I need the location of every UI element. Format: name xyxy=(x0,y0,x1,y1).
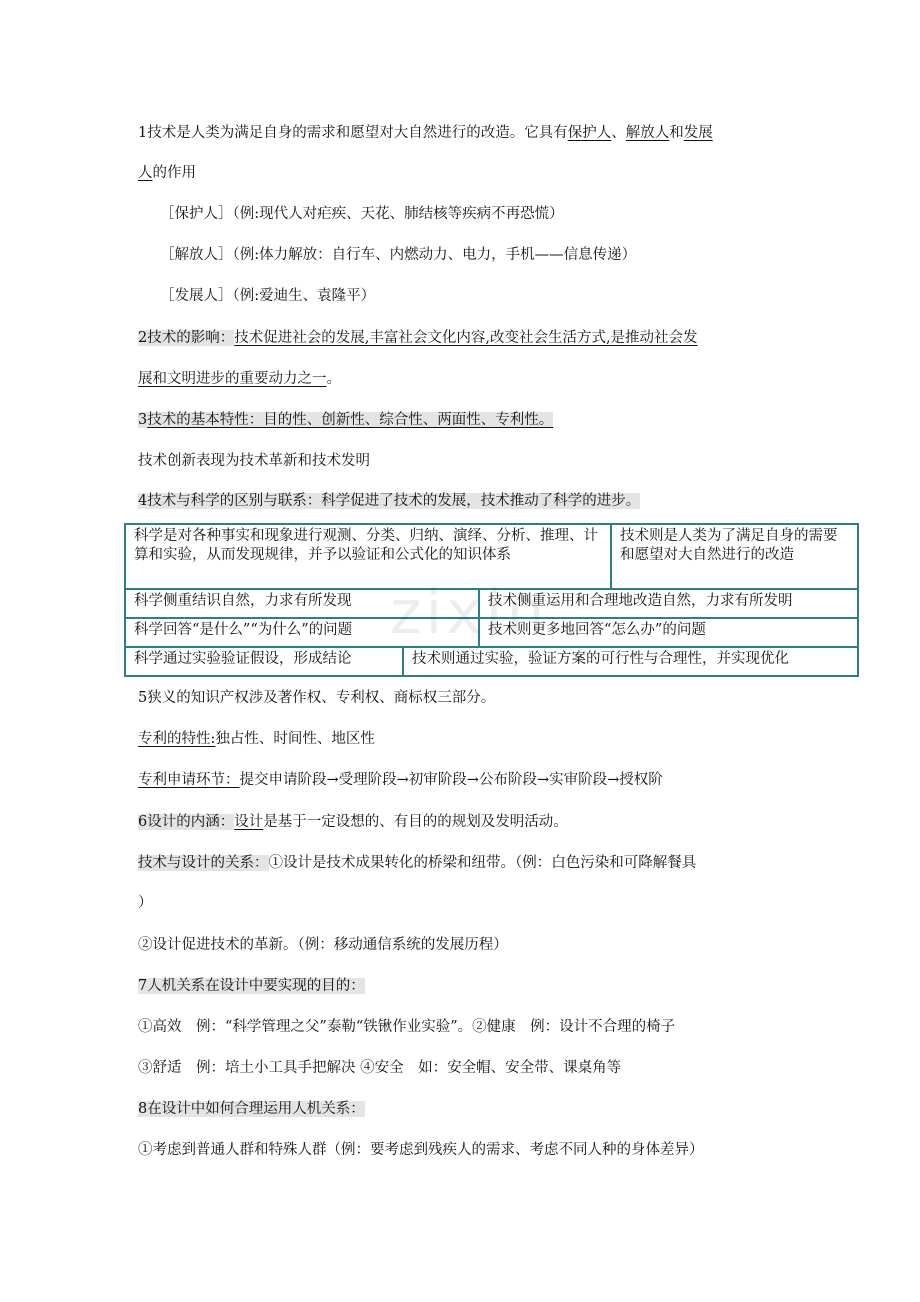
p7-text: 7人机关系在设计中要实现的目的： xyxy=(138,978,365,994)
p3-num: 3 xyxy=(138,412,148,428)
term-liberate: 解放人 xyxy=(625,125,670,141)
sep: 、 xyxy=(611,125,626,141)
p1-item-protect: ［保护人］（例:现代人对疟疾、天花、肺结核等疾病不再恐慌） xyxy=(160,206,564,222)
cell-technology-definition: 技术则是人类为了满足自身的需要和愿望对大自然进行的改造 xyxy=(620,528,838,563)
patent-text: 独占性、时间性、地区性 xyxy=(215,731,375,747)
p6-rel-line xyxy=(138,853,696,873)
p2-end: 。 xyxy=(326,371,341,387)
p8-a-line: ①考虑到普通人群和特殊人群（例：要考虑到残疾人的需求、考虑不同人种的身体差异） xyxy=(138,1142,704,1158)
p5-line: 5狭义的知识产权涉及著作权、专利权、商标权三部分。 xyxy=(138,690,496,706)
p4-line xyxy=(138,491,640,511)
p5-apply-line xyxy=(138,770,663,790)
p3b-line: 技术创新表现为技术革新和技术发明 xyxy=(138,453,370,469)
p1-text-end: 的作用 xyxy=(152,165,196,181)
p7-b-line: ③舒适 例：培土小工具手把解决 ④安全 如：安全帽、安全带、课桌角等 xyxy=(138,1060,622,1076)
p1-text: 1技术是人类为满足自身的需求和愿望对大自然进行的改造。它具有 xyxy=(138,125,568,141)
p8-line xyxy=(138,1099,365,1119)
cell-science-definition: 科学是对各种事实和现象进行观测、分类、归纳、演绎、分析、推理、计算和实验，从而发现规律，并予以验证和公式化的知识体系 xyxy=(134,528,598,563)
apply-label: 专利申请环节： xyxy=(138,772,240,788)
watermark: zixin xyxy=(390,578,549,648)
term-develop-cont: 人 xyxy=(138,165,153,181)
p6-term: 设计 xyxy=(234,814,264,830)
cell-technology-method: 技术则通过实验，验证方案的可行性与合理性，并实现优化 xyxy=(412,651,789,667)
term-develop: 发展 xyxy=(683,125,713,141)
cell-technology-focus: 技术侧重运用和合理地改造自然，力求有所发明 xyxy=(488,593,793,609)
cell-science-method: 科学通过实验验证假设，形成结论 xyxy=(134,651,352,667)
p2-line2 xyxy=(138,369,341,389)
p2-text-cont: 展和文明进步的重要动力之一 xyxy=(138,371,327,387)
p7-a-line: ①高效 例：“科学管理之父”泰勒“铁锹作业实验”。②健康 例：设计不合理的椅子 xyxy=(138,1019,676,1035)
term-protect: 保护人 xyxy=(567,125,612,141)
p6-rel-wrap: ） xyxy=(138,895,153,911)
and: 和 xyxy=(669,125,684,141)
p2-line1 xyxy=(138,328,698,348)
cell-technology-answers: 技术则更多地回答“怎么办”的问题 xyxy=(488,622,706,638)
p3-line xyxy=(138,410,553,430)
p1-item-develop: ［发展人］（例:爱迪生、袁隆平） xyxy=(160,288,376,304)
p3-text: 技术的基本特性：目的性、创新性、综合性、两面性、专利性。 xyxy=(147,412,554,428)
cell-science-answers: 科学回答“是什么”“为什么”的问题 xyxy=(134,622,353,638)
p6-rel-label: 技术与设计的关系： xyxy=(138,855,269,871)
p2-label: 2技术的影响： xyxy=(138,330,235,346)
p6-rel2-line: ②设计促进技术的革新。（例：移动通信系统的发展历程） xyxy=(138,937,508,953)
p6-text: 是基于一定设想的、有目的的规划及发明活动。 xyxy=(263,814,568,830)
table-divider xyxy=(402,646,404,675)
cell-science-focus: 科学侧重结识自然，力求有所发现 xyxy=(134,593,352,609)
p8-text: 8在设计中如何合理运用人机关系： xyxy=(138,1101,365,1117)
p1-item-liberate: ［解放人］（例:体力解放：自行车、内燃动力、电力，手机——信息传递） xyxy=(160,247,637,263)
table-divider xyxy=(610,525,612,588)
p7-line xyxy=(138,976,365,996)
p6-rel-text: ①设计是技术成果转化的桥梁和纽带。（例：白色污染和可降解餐具 xyxy=(268,855,697,871)
apply-text: 提交申请阶段→受理阶段→初审阶段→公布阶段→实审阶段→授权阶 xyxy=(239,772,663,788)
p1-line2 xyxy=(138,163,196,183)
p2-text: 技术促进社会的发展,丰富社会文化内容,改变社会生活方式,是推动社会发 xyxy=(234,330,698,346)
p6-line xyxy=(138,812,568,832)
patent-label: 专利的特性: xyxy=(138,731,216,747)
p5-patent-line xyxy=(138,729,375,749)
p4-text: 4技术与科学的区别与联系：科学促进了技术的发展，技术推动了科学的进步。 xyxy=(138,493,641,509)
p6-label: 6设计的内涵： xyxy=(138,814,235,830)
p1-line1 xyxy=(138,123,713,143)
